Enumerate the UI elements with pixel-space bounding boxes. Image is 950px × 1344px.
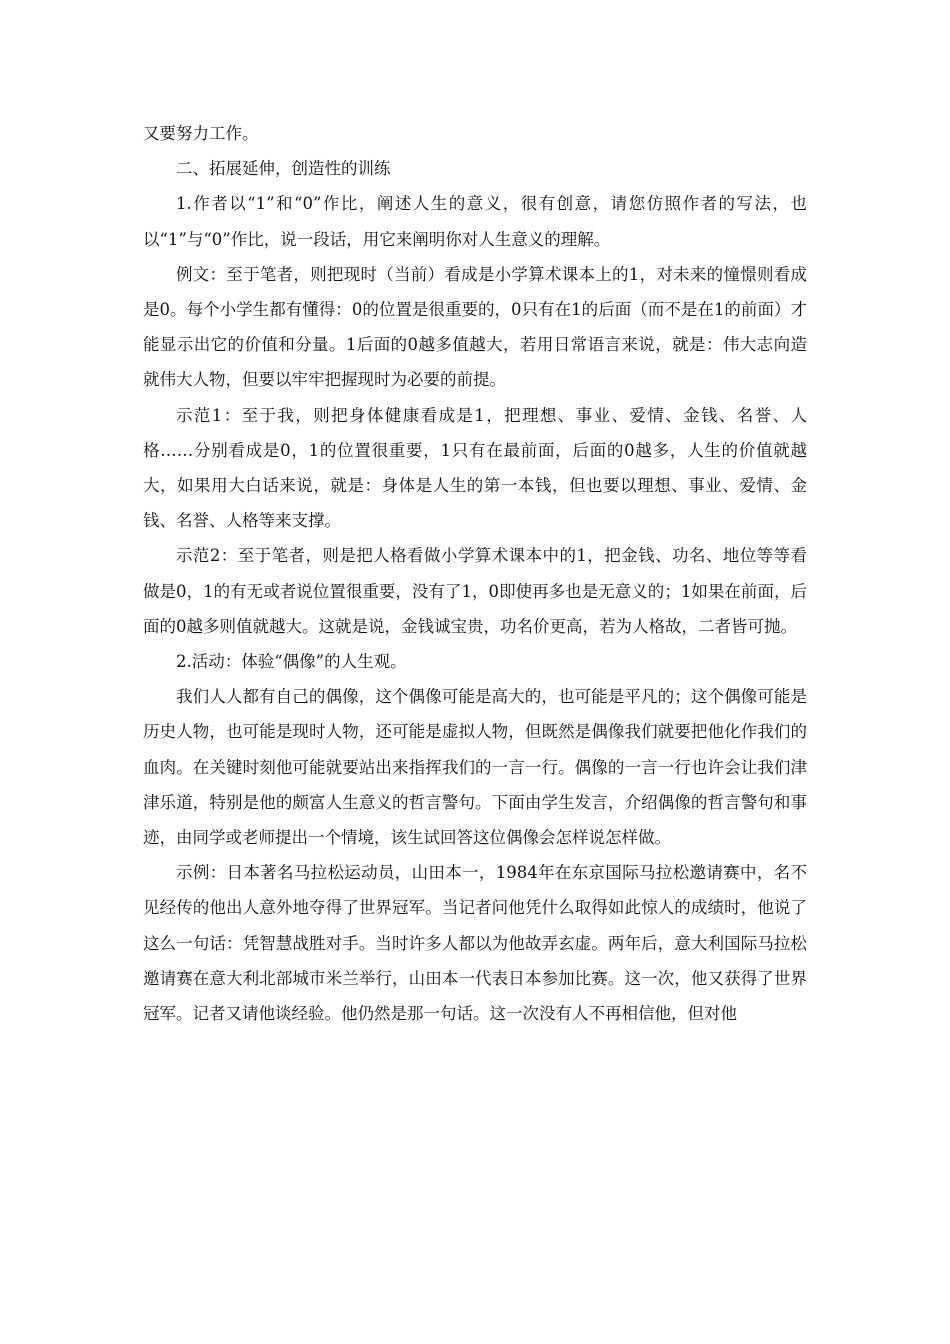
section-heading: 二、拓展延伸，创造性的训练 [176,159,391,179]
example-text: 例文：至于笔者，则把现时（当前）看成是小学算术课本上的1，对未来的憧憬则看成是0。每个小学生都有懂得：0的位置是很重要的，0只有在1的后面（而不是在1的前面）才能显示出它的价值和分量。1后面的0越多值越大，若用日常语言来说，就是：伟大志向造就伟大人物，但要以牢牢把握现时为必要的前提。 [143,264,807,390]
demonstration-1: 示范1：至于我，则把身体健康看成是1，把理想、事业、爱情、金钱、名誉、人格……分别看成是0，1的位置很重要，1只有在最前面，后面的0越多，人生的价值就越大，如果用大白话来说，就是：身体是人生的第一本钱，但也要以理想、事业、爱情、金钱、名誉、人格等来支撑。 [143,405,807,531]
exercise-1-prompt: 1.作者以“1”和“0”作比，阐述人生的意义，很有创意，请您仿照作者的写法，也以“1”与“0”作比，说一段话，用它来阐明你对人生意义的理解。 [143,194,807,249]
activity-2-heading: 2.活动：体验“偶像”的人生观。 [176,652,407,672]
paragraph-continuation: 又要努力工作。 [143,124,259,143]
demonstration-2: 示范2：至于笔者，则是把人格看做小学算术课本中的1，把金钱、功名、地位等等看做是0，1的有无或者说位置很重要，没有了1，0即使再多也是无意义的；1如果在前面，后面的0越多则值就越大。这就是说，金钱诚宝贵，功名价更高，若为人格故，二者皆可抛。 [143,546,807,636]
document-body [143,116,807,1031]
activity-2-example: 示例：日本著名马拉松运动员，山田本一，1984年在东京国际马拉松邀请赛中，名不见经传的他出人意外地夺得了世界冠军。当记者问他凭什么取得如此惊人的成绩时，他说了这么一句话：凭智慧战胜对手。当时许多人都以为他故弄玄虚。两年后，意大利国际马拉松邀请赛在意大利北部城市米兰举行，山田本一代表日本参加比赛。这一次，他又获得了世界冠军。记者又请他谈经验。他仍然是那一句话。这一次没有人不再相信他，但对他 [143,863,807,1024]
activity-2-description: 我们人人都有自己的偶像，这个偶像可能是高大的，也可能是平凡的；这个偶像可能是历史人物，也可能是现时人物，还可能是虚拟人物，但既然是偶像我们就要把他化作我们的血肉。在关键时刻他可能就要站出来指挥我们的一言一行。偶像的一言一行也许会让我们津津乐道，特别是他的颇富人生意义的哲言警句。下面由学生发言，介绍偶像的哲言警句和事迹，由同学或老师提出一个情境，该生试回答这位偶像会怎样说怎样做。 [143,687,807,848]
